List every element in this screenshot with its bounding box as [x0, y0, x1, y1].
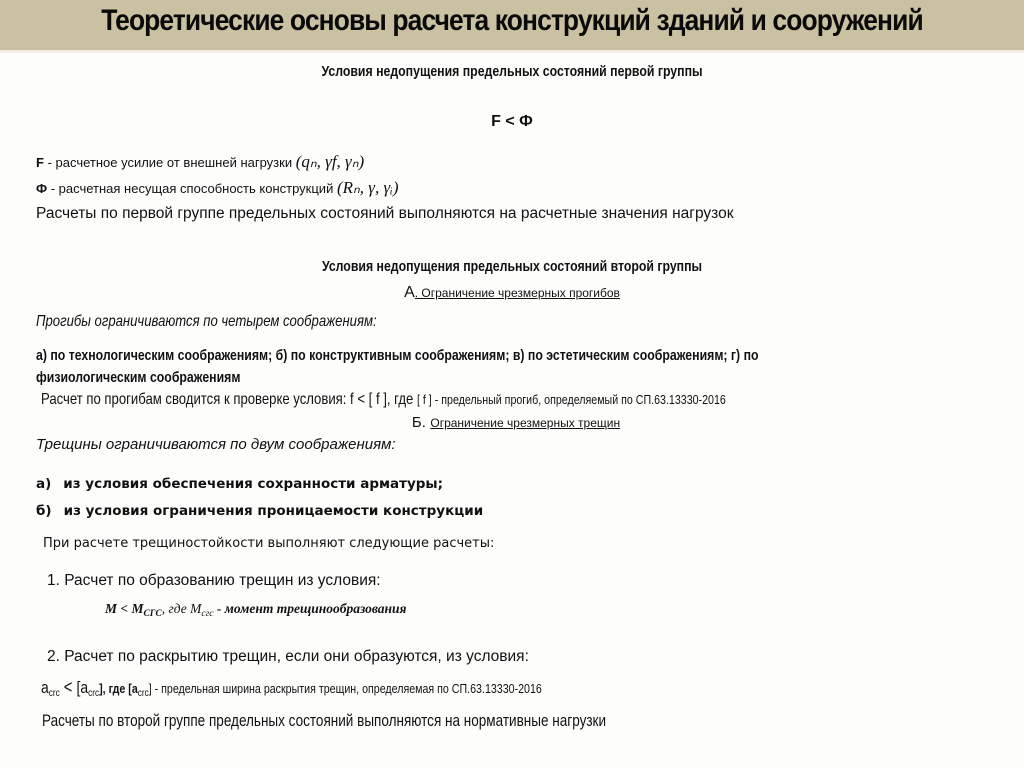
crack-reason-a-marker: а) [36, 476, 52, 492]
group1-formula: F < Ф [491, 113, 533, 130]
crack-reason-a-text: из условия обеспечения сохранности арматуры; [63, 476, 444, 492]
deflection-intro: Прогибы ограничиваются по четырем соображениям: [36, 313, 377, 330]
crack-reason-b [36, 503, 483, 519]
f-label: F [36, 155, 44, 170]
phi-definition [36, 178, 399, 198]
section-b-title: Ограничение чрезмерных трещин [430, 416, 621, 430]
group2-heading: Условия недопущения предельных состояний второй группы [321, 258, 703, 275]
section-b-letter: Б. [411, 414, 426, 431]
crack-reason-a [36, 476, 443, 492]
calc1-formula-desc: - момент трещинообразования [213, 601, 407, 616]
section-a-title: . Ограничение чрезмерных прогибов [414, 286, 620, 300]
f-desc: - расчетное усилие от внешней нагрузки [43, 155, 296, 170]
calc2-desc: ] - предельная ширина раскрытия трещин, определяемая по СП.63.13330-2016 [148, 681, 542, 696]
deflection-reasons-line2: физиологическим соображениям [36, 369, 241, 386]
calc2-where-sub: crc [137, 688, 149, 699]
calc2-lt: < [59, 677, 77, 697]
crack-reason-b-marker: б) [36, 503, 52, 519]
deflection-reasons-line1: а) по технологическим соображениям; б) по конструктивным соображениям; в) по эстетическим соображениям; г) по [36, 347, 759, 364]
calc2-bracket-sub: crc [88, 688, 100, 699]
calc2-where: , где [a [102, 681, 138, 696]
section-a-heading [0, 284, 1024, 302]
deflection-check [41, 391, 726, 409]
calc2-bracket: [a [76, 678, 89, 697]
calc1-text: 1. Расчет по образованию трещин из условия: [47, 572, 381, 589]
calc1-formula-where-sub: cгc [201, 608, 214, 619]
phi-params: (Rₙ, γ, γᵢ) [336, 178, 399, 197]
calc1-formula-lhs: M < M [105, 601, 144, 616]
calc2-formula [41, 677, 542, 699]
deflection-check-small: [ f ] - предельный прогиб, определяемый по СП.63.13330-2016 [416, 392, 726, 407]
group2-note: Расчеты по второй группе предельных состояний выполняются на нормативные нагрузки [42, 712, 607, 730]
calc2-bracket-close: ] [99, 681, 103, 696]
crack-calc-intro: При расчете трещиностойкости выполняют следующие расчеты: [43, 536, 495, 551]
phi-label: Ф [36, 181, 48, 196]
crack-reason-b-text: из условия ограничения проницаемости конструкции [63, 503, 484, 519]
calc2-a: a [41, 678, 49, 697]
phi-desc: - расчетная несущая способность конструкций [47, 181, 337, 196]
calc1-formula-sub: CГC [143, 608, 162, 619]
group1-heading: Условия недопущения предельных состояний первой группы [321, 63, 703, 80]
slide-title: Теоретические основы расчета конструкций зданий и сооружений [101, 4, 923, 37]
deflection-check-main: Расчет по прогибам сводится к проверке условия: f < [ f ], где [41, 391, 417, 408]
group1-note: Расчеты по первой группе предельных состояний выполняются на расчетные значения нагрузок [36, 205, 734, 222]
section-a-letter: А [404, 284, 415, 301]
calc1-formula-where: , где M [161, 601, 202, 616]
calc2-text: 2. Расчет по раскрытию трещин, если они образуются, из условия: [47, 648, 529, 665]
section-b-heading [4, 414, 1024, 432]
calc2-a-sub: crc [48, 688, 60, 699]
title-bar [0, 0, 1024, 53]
f-params: (qₙ, γf, γₙ) [295, 152, 365, 171]
cracks-intro: Трещины ограничиваются по двум соображениям: [36, 436, 396, 453]
calc1-formula [105, 601, 407, 619]
f-definition [36, 152, 364, 172]
